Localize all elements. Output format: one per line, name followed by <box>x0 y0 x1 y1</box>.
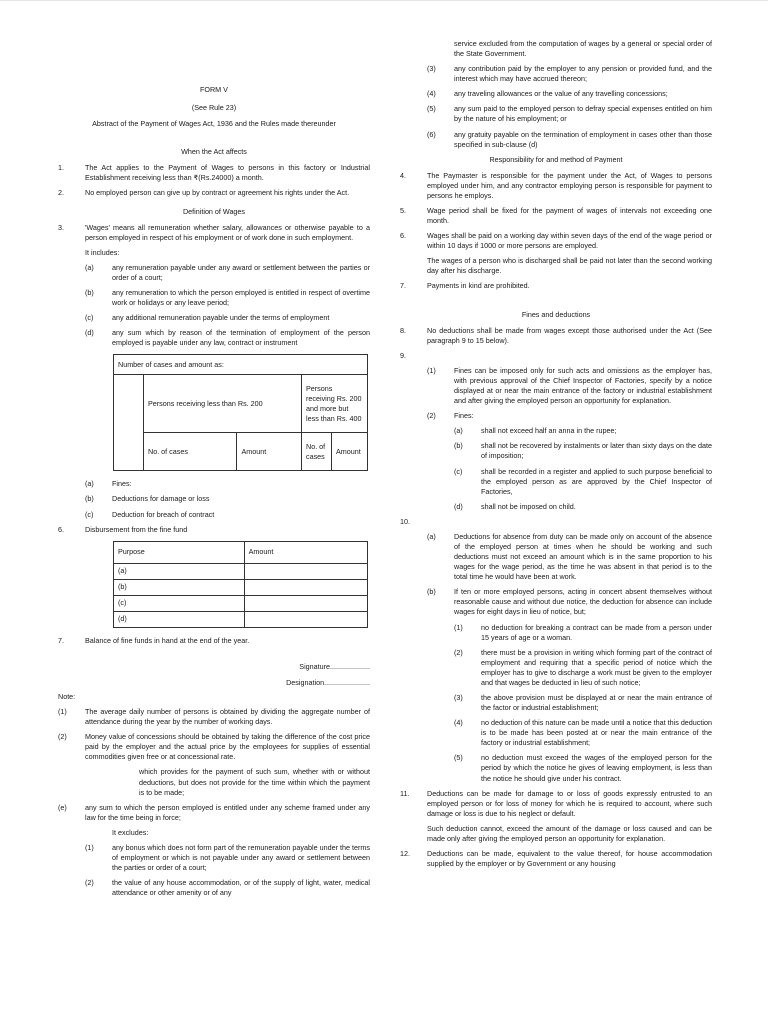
table-cell: (a) <box>114 563 245 579</box>
item-text: any gratuity payable on the termination of employment in cases other than those specified in sub-clause (d) <box>454 129 712 149</box>
condition-item <box>400 753 712 783</box>
item-text: Fines can be imposed only for such acts and omissions as the employer has, with previous approval of the Chief Inspector of Factories, specify by a notice displayed at or near the main entrance of the factory or industrial establishment and after giving the employed person an opportunity for explanation. <box>454 365 712 406</box>
paragraph-number: 1. <box>58 163 64 173</box>
fines-item <box>400 441 712 461</box>
item-number: (d) <box>454 501 463 511</box>
paragraph-6 <box>400 231 712 251</box>
designation-line: Designation....................... <box>286 677 370 687</box>
item-text: there must be a provision in writing which forming part of the contract of employment and requiring that a specific period of notice which the employer has to give to discharge a work must be given to the employer and that wages be deducted in lieu of such notice; <box>481 647 712 687</box>
item-number: (b) <box>454 441 463 451</box>
item-number: (5) <box>454 753 463 763</box>
item-text: Deductions for absence from duty can be made only on account of the absence of the employed person at times when he should be working and such deductions must not exceed an amount which is in the same proportion to his wages for the wage period, as the time he was absent in that period is to the total time he would have been at work. <box>454 531 712 582</box>
excludes-continuation: service excluded from the computation of wages by a general or special order of the State Government. <box>454 39 712 59</box>
table-row <box>114 563 368 579</box>
paragraph-11-continuation: Such deduction cannot, exceed the amount of the damage or loss caused and can be made only after giving the employed person an opportunity for explanation. <box>427 823 712 843</box>
paragraph-text: Deductions can be made, equivalent to the value thereof, for house accommodation supplied by the employer or by Government or any housing <box>427 849 712 869</box>
paragraph-6 <box>58 525 370 535</box>
paragraph-6-continuation: The wages of a person who is discharged shall be paid not later than the second working day after his discharge. <box>427 256 712 276</box>
item-number: (a) <box>85 479 94 489</box>
table-cell <box>244 563 367 579</box>
table-header-cell: Amount <box>332 433 368 471</box>
includes-item <box>58 328 370 348</box>
paragraph-9-1 <box>400 366 712 406</box>
item-number: (3) <box>454 692 463 702</box>
item-number: (a) <box>454 426 463 436</box>
signature-line: Signature.................... <box>299 661 370 671</box>
table-row <box>114 579 368 595</box>
paragraph-text: Disbursement from the fine fund <box>85 524 188 534</box>
excludes-item <box>400 130 712 150</box>
paragraph-number: 6. <box>400 231 406 241</box>
table-header-cell: Number of cases and amount as: <box>114 355 368 375</box>
item-number: (c) <box>454 466 463 476</box>
heading-fines-and-deductions: Fines and deductions <box>521 309 591 319</box>
item-number: (6) <box>427 129 436 139</box>
item-number: (b) <box>85 288 94 298</box>
paragraph-10 <box>400 517 712 527</box>
paragraph-7 <box>58 636 370 646</box>
note-text: The average daily number of persons is obtained by dividing the aggregate number of attendance during the year by the number of working days. <box>85 707 370 727</box>
excludes-item <box>58 878 370 898</box>
paragraph-text: The Act applies to the Payment of Wages to persons in this factory or Industrial Establishment receiving less than ₹(Rs.24000) a month. <box>85 163 370 183</box>
excludes-item <box>400 104 712 124</box>
item-text: shall be recorded in a register and applied to such purpose beneficial to the employed person as are approved by the Chief Inspector of Factories, <box>481 466 712 496</box>
document-title: Abstract of the Payment of Wages Act, 1936 and the Rules made thereunder <box>92 119 336 129</box>
paragraph-number: (e) <box>58 802 67 812</box>
paragraph-number: 10. <box>400 516 410 526</box>
paragraph-text: No deductions shall be made from wages except those authorised under the Act (See paragraph 9 to 15 below). <box>427 325 712 345</box>
table-header-cell: Persons receiving Rs. 200 and more but less than Rs. 400 <box>302 375 368 433</box>
includes-item <box>58 313 370 323</box>
item-text: Fines: <box>112 479 132 489</box>
post-table-item <box>58 510 370 520</box>
fines-item <box>400 502 712 512</box>
paragraph-10-b <box>400 587 712 617</box>
includes-label: It includes: <box>85 247 120 257</box>
right-column <box>400 39 712 874</box>
paragraph-9 <box>400 351 712 361</box>
table-row <box>114 595 368 611</box>
note-number: (2) <box>58 732 67 742</box>
item-text: If ten or more employed persons, acting in concert absent themselves without reasonable cause and without due notice, the deduction for absence can include wages for eight days in lieu of notice, but; <box>454 587 712 617</box>
paragraph-text: Deductions can be made for damage to or loss of goods expressly entrusted to an employed person or for loss of money for which he is required to account, where such damage or loss is due to his neglect or default. <box>427 788 712 818</box>
fine-fund-table <box>113 541 368 628</box>
paragraph-5 <box>400 206 712 226</box>
paragraph-number: 9. <box>400 350 406 360</box>
table-cell: (c) <box>114 595 245 611</box>
note-number: (1) <box>58 707 67 717</box>
paragraph-number: 3. <box>58 222 64 232</box>
item-number: (2) <box>85 878 94 888</box>
condition-item <box>400 718 712 748</box>
paragraph-4 <box>400 171 712 201</box>
table-row <box>114 433 368 471</box>
includes-item <box>58 288 370 308</box>
paragraph-1 <box>58 163 370 183</box>
paragraph-text: No employed person can give up by contract or agreement his rights under the Act. <box>85 188 350 198</box>
table-cell: (d) <box>114 611 245 627</box>
item-number: (4) <box>427 89 436 99</box>
paragraph-number: 5. <box>400 206 406 216</box>
table-header-cell: No. of cases <box>302 433 332 471</box>
heading-responsibility: Responsibility for and method of Payment <box>489 154 623 164</box>
paragraph-number: 4. <box>400 170 406 180</box>
item-text: Deductions for damage or loss <box>112 494 210 504</box>
paragraph-number: 2. <box>58 188 64 198</box>
item-text: no deduction of this nature can be made until a notice that this deduction is to be made has been posted at or near the main entrance of the factory or industrial establishment; <box>481 718 712 748</box>
excludes-item <box>400 64 712 84</box>
item-number: (4) <box>454 718 463 728</box>
paragraph-number: 6. <box>58 524 64 534</box>
item-number: (a) <box>85 262 94 272</box>
note-continuation: which provides for the payment of such sum, whether with or without deductions, but does not provide for the time within which the payment is to be made; <box>139 767 370 797</box>
excludes-item <box>400 89 712 99</box>
item-text: any remuneration to which the person employed is entitled in respect of overtime work or holidays or any leave period; <box>112 288 370 308</box>
item-number: (2) <box>427 411 436 421</box>
fines-item <box>400 467 712 497</box>
table-cell: (b) <box>114 579 245 595</box>
item-text: shall not be imposed on child. <box>481 501 576 511</box>
item-number: (c) <box>85 313 94 323</box>
heading-when-act-affects: When the Act affects <box>181 147 247 157</box>
item-number: (3) <box>427 64 436 74</box>
excludes-item <box>58 843 370 873</box>
paragraph-8 <box>400 326 712 346</box>
paragraph-number: 11. <box>400 788 410 798</box>
item-text: shall not exceed half an anna in the rupee; <box>481 426 617 436</box>
paragraph-3 <box>58 223 370 243</box>
table-header-cell: Purpose <box>114 541 245 563</box>
note-text: Money value of concessions should be obtained by taking the difference of the cost price paid by the employer and the actual price by the employees for supplies of essential commodities given free or at concessional rate. <box>85 732 370 762</box>
includes-item <box>58 263 370 283</box>
table-header-cell: No. of cases <box>144 433 237 471</box>
table-row <box>114 355 368 375</box>
note-item <box>58 707 370 727</box>
left-column <box>58 85 370 903</box>
item-text: any remuneration payable under any award or settlement between the parties or order of a court; <box>112 262 370 282</box>
item-number: (c) <box>85 509 94 519</box>
item-number: (1) <box>427 365 436 375</box>
table-row <box>114 541 368 563</box>
paragraph-10-a <box>400 532 712 582</box>
item-text: any bonus which does not form part of the remuneration payable under the terms of employment or which is not payable under any award or settlement between the parties or order of a court; <box>112 842 370 873</box>
paragraph-text: Wage period shall be fixed for the payment of wages of intervals not exceeding one month. <box>427 206 712 226</box>
paragraph-7 <box>400 281 712 291</box>
item-number: (2) <box>454 647 463 657</box>
table-header-cell: Amount <box>244 541 367 563</box>
item-text: any additional remuneration payable under the terms of employment <box>112 313 330 323</box>
paragraph-2 <box>58 188 370 198</box>
item-text: any sum paid to the employed person to defray special expenses entitled on him by the nature of his employment; or <box>454 104 712 124</box>
note-item <box>58 732 370 762</box>
paragraph-text: any sum to which the person employed is entitled under any scheme framed under any law for the time being in force; <box>85 802 370 822</box>
item-text: Deduction for breach of contract <box>112 509 215 519</box>
fines-item <box>400 426 712 436</box>
item-text: shall not be recovered by instalments or later than sixty days on the date of imposition; <box>481 441 712 461</box>
paragraph-number: 8. <box>400 325 406 335</box>
paragraph-number: 7. <box>58 635 64 645</box>
table-header-cell: Persons receiving less than Rs. 200 <box>144 375 302 433</box>
note-label: Note: <box>58 691 76 701</box>
post-table-item <box>58 479 370 489</box>
item-text: any traveling allowances or the value of any travelling concessions; <box>454 89 668 99</box>
table-cell <box>244 579 367 595</box>
paragraph-12 <box>400 849 712 869</box>
table-row <box>114 375 368 433</box>
paragraph-text: Balance of fine funds in hand at the end of the year. <box>85 635 250 645</box>
item-number: (b) <box>427 587 436 597</box>
paragraph-text: Payments in kind are prohibited. <box>427 281 530 291</box>
table-row <box>114 611 368 627</box>
paragraph-e <box>58 803 370 823</box>
paragraph-text: Wages shall be paid on a working day within seven days of the end of the wage period or within 10 days if 1000 or more persons are employed. <box>427 231 712 251</box>
table-cell <box>114 375 144 471</box>
item-text: any contribution paid by the employer to any pension or provided fund, and the interest which may have accrued thereon; <box>454 64 712 84</box>
excludes-label: It excludes: <box>112 827 149 837</box>
item-number: (b) <box>85 494 94 504</box>
table-header-cell: Amount <box>237 433 302 471</box>
item-number: (d) <box>85 328 94 338</box>
item-text: no deduction for breaking a contract can be made from a person under 15 years of age or a woman. <box>481 622 712 642</box>
paragraph-number: 12. <box>400 849 410 858</box>
item-number: (1) <box>454 622 463 632</box>
post-table-item <box>58 494 370 504</box>
rule-reference: (See Rule 23) <box>191 103 237 113</box>
fines-table <box>113 354 368 471</box>
condition-item <box>400 623 712 643</box>
paragraph-text: The Paymaster is responsible for the payment under the Act, of Wages to persons employed under him, and any contractor employing person is responsible for payment to persons he employs. <box>427 170 712 200</box>
item-text: Fines: <box>454 411 474 421</box>
item-number: (5) <box>427 104 436 114</box>
item-number: (a) <box>427 531 436 541</box>
condition-item <box>400 648 712 688</box>
item-number: (1) <box>85 842 94 852</box>
paragraph-text: 'Wages' means all remuneration whether salary, allowances or otherwise payable to a person employed in respect of his employment or of work done in such employment. <box>85 222 370 242</box>
paragraph-11 <box>400 789 712 819</box>
item-text: the value of any house accommodation, or of the supply of light, water, medical attendance or other amenity or of any <box>112 878 370 898</box>
condition-item <box>400 693 712 713</box>
item-text: the above provision must be displayed at or near the main entrance of the factor or industrial establishment; <box>481 692 712 713</box>
paragraph-number: 7. <box>400 281 406 291</box>
table-cell <box>244 595 367 611</box>
item-text: no deduction must exceed the wages of the employed person for the period by which the notice he gives of leaving employment, is less than the notice he should give under his contract. <box>481 753 712 783</box>
item-text: any sum which by reason of the termination of employment of the person employed is payable under any law, contract or instrument <box>112 328 370 348</box>
paragraph-9-2 <box>400 411 712 421</box>
form-title: FORM V <box>200 85 228 94</box>
heading-definition-of-wages: Definition of Wages <box>182 206 246 216</box>
table-cell <box>244 611 367 627</box>
